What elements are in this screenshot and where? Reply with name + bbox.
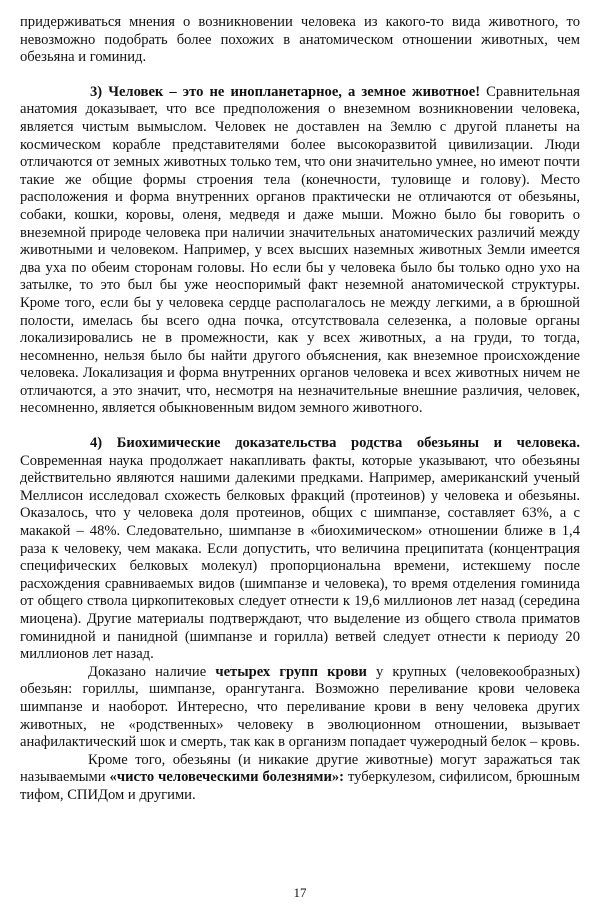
diseases-text-before: Кроме того, обезьяны (и никакие другие животные) могут заражаться так называемыми xyxy=(20,751,580,786)
section-3-heading: 3) Человек – это не инопланетарное, а земное животное! xyxy=(90,83,481,100)
blood-groups-text-before: Доказано наличие xyxy=(88,663,216,680)
section-3-text: Сравнительная анатомия доказывает, что все предположения о внеземном возникновении человека, является чистым вымыслом. Человек не доставлен на Землю с другой планеты на космическом корабле представителями более высокоразвитой цивилизации. Люди отличаются от земных животных только тем, что они значительно умнее, но имеют почти такие же общие формы строения тела (конечности, туловище и голову). Место расположения и форма внутренних органов практически не отличаются от обезьяны, собаки, кошки, коровы, оленя, медведя и даже мыши. Можно было бы говорить о внеземной природе человека при наличии значительных анатомических различий между животными и человеком. Например, у всех высших наземных животных Земли имеется два уха по обеим сторонам головы. Но если бы у человека было бы только одно ухо на затылке, то это был бы уже неоспоримый факт неземной анатомической структуры. Кроме того, если бы у человека сердце располагалось не между легкими, а в брюшной полости, имелась бы всего одна почка, отсутствовала селезенка, а половые органы локализировались не в промежности, как у всех животных, а на груди, то тогда, несомненно, нельзя было бы найти другого объяснения, как внеземное происхождение человека. Локализация и форма внутренних органов человека и всех животных ничем не отличаются, а это значит, что, несмотря на незначительные внешние различия, человек, несомненно, является обыкновенным видом земного животного. xyxy=(20,83,580,417)
section-3-paragraph xyxy=(20,84,580,418)
page-number: 17 xyxy=(293,885,307,900)
diseases-emphasis: «чисто человеческими болезнями»: xyxy=(109,769,345,786)
blood-groups-text-after: у крупных (человекообразных) обезьян: гориллы, шимпанзе, орангутанга. Возможно переливание крови человека шимпанзе и наоборот. Интересно, что переливание крови в вену человека других животных, не «родственных» человеку в эволюционном отношении, вызывает анафилактический шок и смерть, так как в организм попадает чужеродный белок – кровь. xyxy=(20,663,580,751)
section-4-paragraph xyxy=(20,435,580,664)
diseases-text-after: туберкулезом, сифилисом, брюшным тифом, СПИДом и другими. xyxy=(20,769,580,803)
intro-paragraph: придерживаться мнения о возникновении человека из какого-то вида животного, то невозможно подобрать более похожих в анатомическом отношении животных, чем обезьяна и гоминид. xyxy=(20,14,580,66)
section-4-heading: 4) Биохимические доказательства родства обезьяны и человека. xyxy=(90,435,580,452)
diseases-paragraph xyxy=(20,752,580,805)
section-4-text: Современная наука продолжает накапливать факты, которые указывают, что обезьяны действительно являются нашими далекими предками. Например, американский ученый Меллисон исследовал схожесть белковых фракций (протеинов) у человека и обезьяны. Оказалось, что у человека доля протеинов, общих с шимпанзе, составляет 63%, а с макакой – 48%. Следовательно, шимпанзе в «биохимическом» отношении ближе в 1,4 раза к человеку, чем макака. Если допустить, что величина преципитата (концентрация специфических белковых молекул) пропорциональна времени, истекшему после расхождения сравниваемых видов (шимпанзе и человека), то время отделения гоминида от общего ствола циркопитековых следует отнести к 19,6 миллионов лет назад (середина миоцена). Другие материалы подтверждают, что выделение из общего ствола приматов гоминидной и панидной (шимпанзе и горилла) ветвей следует отнести к периоду 20 миллионов лет назад. xyxy=(20,452,580,663)
blood-groups-emphasis: четырех групп крови xyxy=(215,663,367,680)
blood-groups-paragraph xyxy=(20,664,580,752)
